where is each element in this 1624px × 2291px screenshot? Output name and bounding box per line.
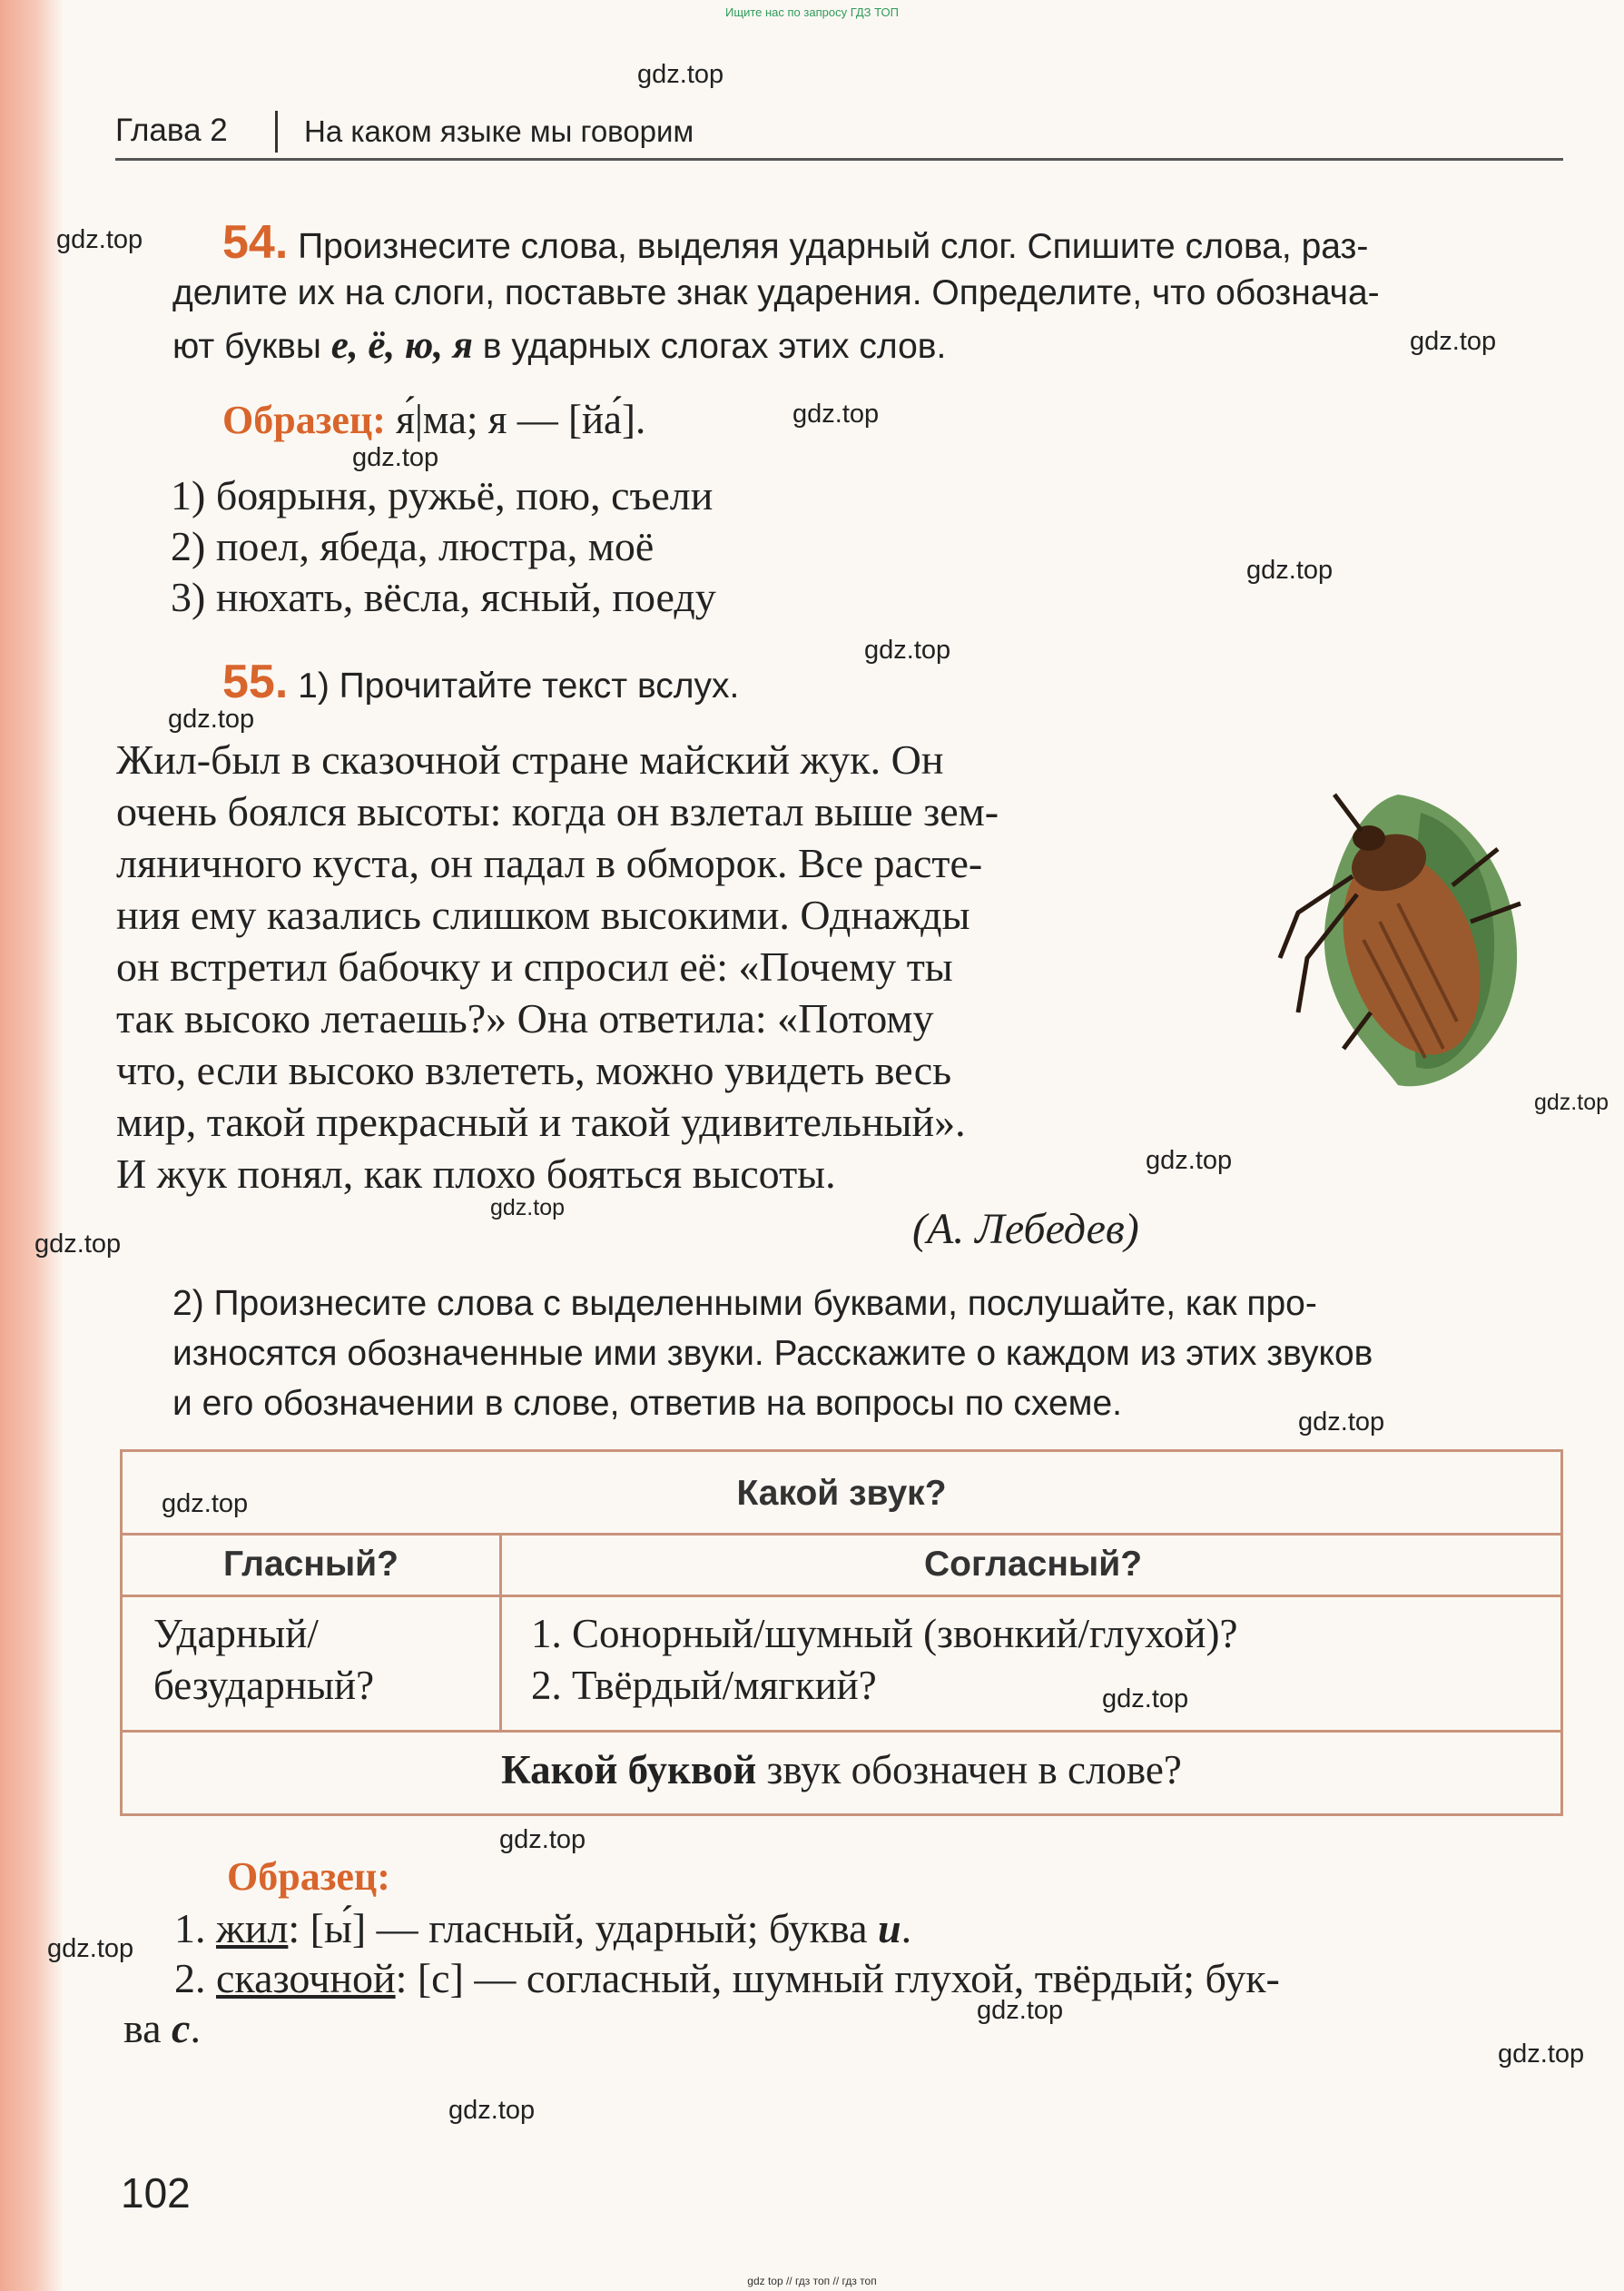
watermark: gdz.top bbox=[1146, 1146, 1233, 1175]
sample-item-2: 2. сказочной: [с] — согласный, шумный глухой, твёрдый; бук- bbox=[174, 1955, 1280, 2001]
list-item: 1) боярыня, ружьё, пою, съели bbox=[171, 472, 714, 518]
header-separator bbox=[275, 111, 278, 153]
table-divider bbox=[123, 1595, 1560, 1597]
table-head: Какой звук? bbox=[736, 1474, 947, 1513]
watermark: gdz.top bbox=[1498, 2039, 1585, 2069]
highlighted-letters: е, ё, ю, я bbox=[330, 324, 473, 367]
story-line: И жук понял, как плохо бояться высоты. bbox=[116, 1150, 836, 1197]
watermark: gdz.top bbox=[1246, 556, 1334, 585]
exercise-number: 55. bbox=[222, 656, 289, 708]
table-col-vowel: Гласный? bbox=[223, 1545, 399, 1584]
watermark: gdz.top bbox=[499, 1825, 586, 1854]
table-vowel-questions: Ударный/ безударный? bbox=[153, 1611, 375, 1708]
page-number: 102 bbox=[121, 2169, 191, 2217]
story-line: он встретил бабочку и спросил её: «Почему ты bbox=[116, 943, 953, 990]
bottom-note: gdz top // гдз топ // гдз топ bbox=[747, 2275, 877, 2287]
sample-54 bbox=[222, 394, 645, 446]
sample-text: я́|ма; я — [йа́]. bbox=[396, 397, 646, 442]
table-col-consonant: Согласный? bbox=[923, 1545, 1143, 1584]
watermark: gdz.top bbox=[1102, 1684, 1189, 1713]
exercise-55-task1: 55. 1) Прочитайте текст вслух. bbox=[222, 656, 740, 708]
list-item: 3) нюхать, вёсла, ясный, поеду bbox=[171, 574, 716, 620]
watermark: gdz.top bbox=[1298, 1407, 1385, 1437]
story-text bbox=[116, 734, 999, 1200]
story-line: что, если высоко взлететь, можно увидеть весь bbox=[116, 1047, 952, 1093]
exercise-54-line1: 54. Произнесите слова, выделяя ударный слог. Спишите слова, раз- bbox=[222, 216, 1369, 269]
watermark: gdz.top bbox=[1410, 327, 1497, 356]
watermark: gdz.top bbox=[162, 1489, 249, 1518]
sample-item-1: 1. жил: [ы́] — гласный, ударный; буква и. bbox=[174, 1905, 912, 1951]
table-consonant-questions: 1. Сонорный/шумный (звонкий/глухой)? 2. Твёрдый/мягкий? bbox=[531, 1611, 1238, 1708]
exercise-55-task2: 2) Произнесите слова с выделенными буквами, послушайте, как про- износятся обозначенные ими звуки. Расскажите о каждом из этих звуков и его обозначении в слове, ответив на вопросы по схеме. bbox=[172, 1284, 1373, 1423]
watermark: gdz.top bbox=[637, 60, 724, 89]
story-line: ния ему казались слишком высокими. Однажды bbox=[116, 892, 970, 938]
story-line: мир, такой прекрасный и такой удивительный». bbox=[116, 1099, 966, 1145]
watermark: gdz.top bbox=[352, 443, 439, 472]
watermark: gdz.top bbox=[490, 1195, 566, 1220]
watermark: gdz.top bbox=[168, 705, 255, 734]
chapter-title: На каком языке мы говорим bbox=[304, 114, 694, 148]
exercise-54-line3: ют буквы е, ё, ю, я в ударных слогах этих слов. bbox=[172, 324, 947, 367]
story-line: Жил-был в сказочной стране майский жук. Он bbox=[116, 736, 944, 783]
story-author: (А. Лебедев) bbox=[912, 1205, 1139, 1253]
watermark: gdz.top bbox=[34, 1229, 122, 1259]
chapter-label: Глава 2 bbox=[115, 113, 228, 148]
watermark: gdz.top bbox=[47, 1934, 134, 1963]
watermark: gdz.top bbox=[792, 400, 880, 429]
watermark: gdz.top bbox=[1534, 1090, 1609, 1115]
sample-55-label: Образец: bbox=[227, 1854, 390, 1899]
watermark: gdz.top bbox=[977, 1996, 1064, 2025]
sample-item-2-cont: ва с. bbox=[123, 2005, 201, 2051]
watermark: gdz.top bbox=[56, 225, 143, 254]
story-line: так высоко летаешь?» Она ответила: «Потому bbox=[116, 995, 934, 1042]
table-footer: Какой буквой звук обозначен в слове? bbox=[501, 1747, 1182, 1792]
sample-label: Образец: bbox=[222, 398, 386, 442]
exercise-54-items bbox=[171, 470, 716, 623]
may-beetle-illustration bbox=[1262, 776, 1534, 1103]
story-line: очень боялся высоты: когда он взлетал выше зем- bbox=[116, 788, 999, 834]
watermark: gdz.top bbox=[864, 636, 951, 665]
sound-analysis-table bbox=[120, 1449, 1563, 1816]
sample-55-body bbox=[123, 1903, 1572, 2053]
watermark: gdz.top bbox=[448, 2096, 536, 2125]
top-note: Ищите нас по запросу ГДЗ ТОП bbox=[725, 5, 899, 19]
story-line: ляничного куста, он падал в обморок. Все расте- bbox=[116, 840, 983, 886]
chapter-header bbox=[115, 107, 1563, 161]
list-item: 2) поел, ябеда, люстра, моё bbox=[171, 523, 655, 569]
table-divider bbox=[123, 1533, 1560, 1536]
table-divider bbox=[123, 1730, 1560, 1733]
exercise-54-line2: делите их на слоги, поставьте знак ударения. Определите, что обознача- bbox=[172, 273, 1380, 312]
exercise-number: 54. bbox=[222, 216, 289, 269]
